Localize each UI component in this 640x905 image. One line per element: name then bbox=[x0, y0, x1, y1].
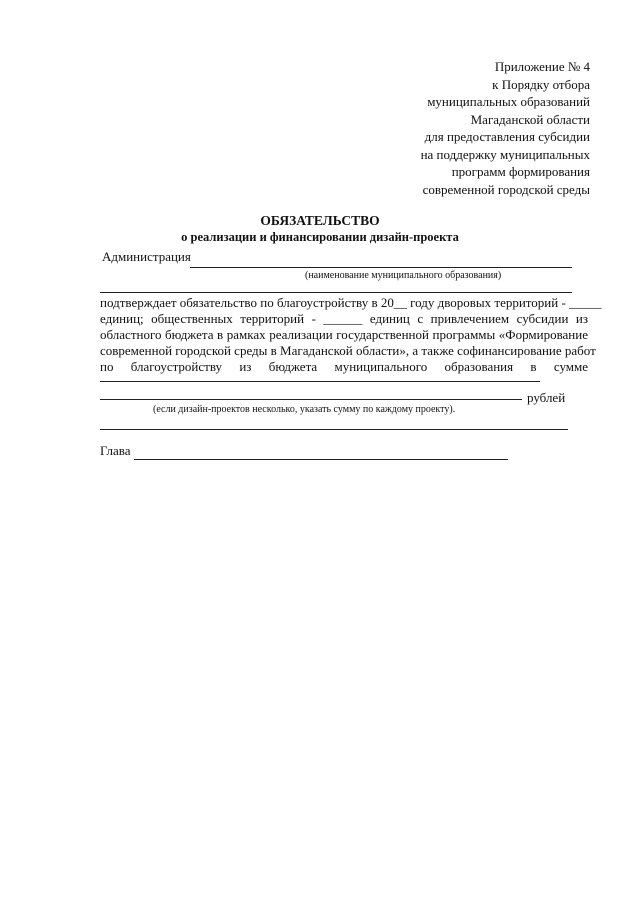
appendix-block bbox=[421, 58, 590, 198]
appendix-line: Приложение № 4 bbox=[494, 59, 590, 74]
sum-unit: рублей bbox=[527, 390, 566, 405]
sum-field[interactable] bbox=[100, 381, 540, 382]
head-name-field[interactable] bbox=[134, 459, 508, 460]
document-subtitle: о реализации и финансировании дизайн-проекта bbox=[181, 230, 459, 244]
sum-continuation-field[interactable] bbox=[100, 399, 522, 400]
appendix-line: для предоставления субсидии bbox=[424, 129, 590, 144]
body-line: единиц; общественных территорий - ______ единиц с привлечением субсидии из bbox=[100, 311, 588, 326]
appendix-line: программ формирования bbox=[451, 164, 590, 179]
administration-caption: (наименование муниципального образования) bbox=[305, 270, 502, 281]
administration-name-field[interactable] bbox=[190, 267, 572, 268]
appendix-line: на поддержку муниципальных bbox=[420, 146, 590, 162]
head-label: Глава bbox=[100, 443, 131, 458]
sum-caption: (если дизайн-проектов несколько, указать сумму по каждому проекту). bbox=[153, 404, 456, 415]
body-line: областного бюджета в рамках реализации государственной программы «Формирование bbox=[100, 327, 588, 342]
sum-note-field[interactable] bbox=[100, 429, 568, 430]
administration-label: Администрация bbox=[102, 249, 191, 264]
appendix-line: Магаданской области bbox=[470, 111, 590, 127]
appendix-line: муниципальных образований bbox=[427, 94, 590, 109]
administration-name-continuation-field[interactable] bbox=[100, 292, 572, 293]
body-line: по благоустройству из бюджета муниципального образования в сумме bbox=[100, 359, 588, 374]
appendix-line: современной городской среды bbox=[422, 181, 590, 197]
body-line: подтверждает обязательство по благоустройству в 20__ году дворовых территорий - _____ bbox=[100, 295, 602, 310]
document-title: ОБЯЗАТЕЛЬСТВО bbox=[260, 213, 380, 228]
body-line: современной городской среды в Магаданской области», а также софинансирование работ bbox=[100, 343, 596, 358]
appendix-line: к Порядку отбора bbox=[492, 76, 590, 92]
